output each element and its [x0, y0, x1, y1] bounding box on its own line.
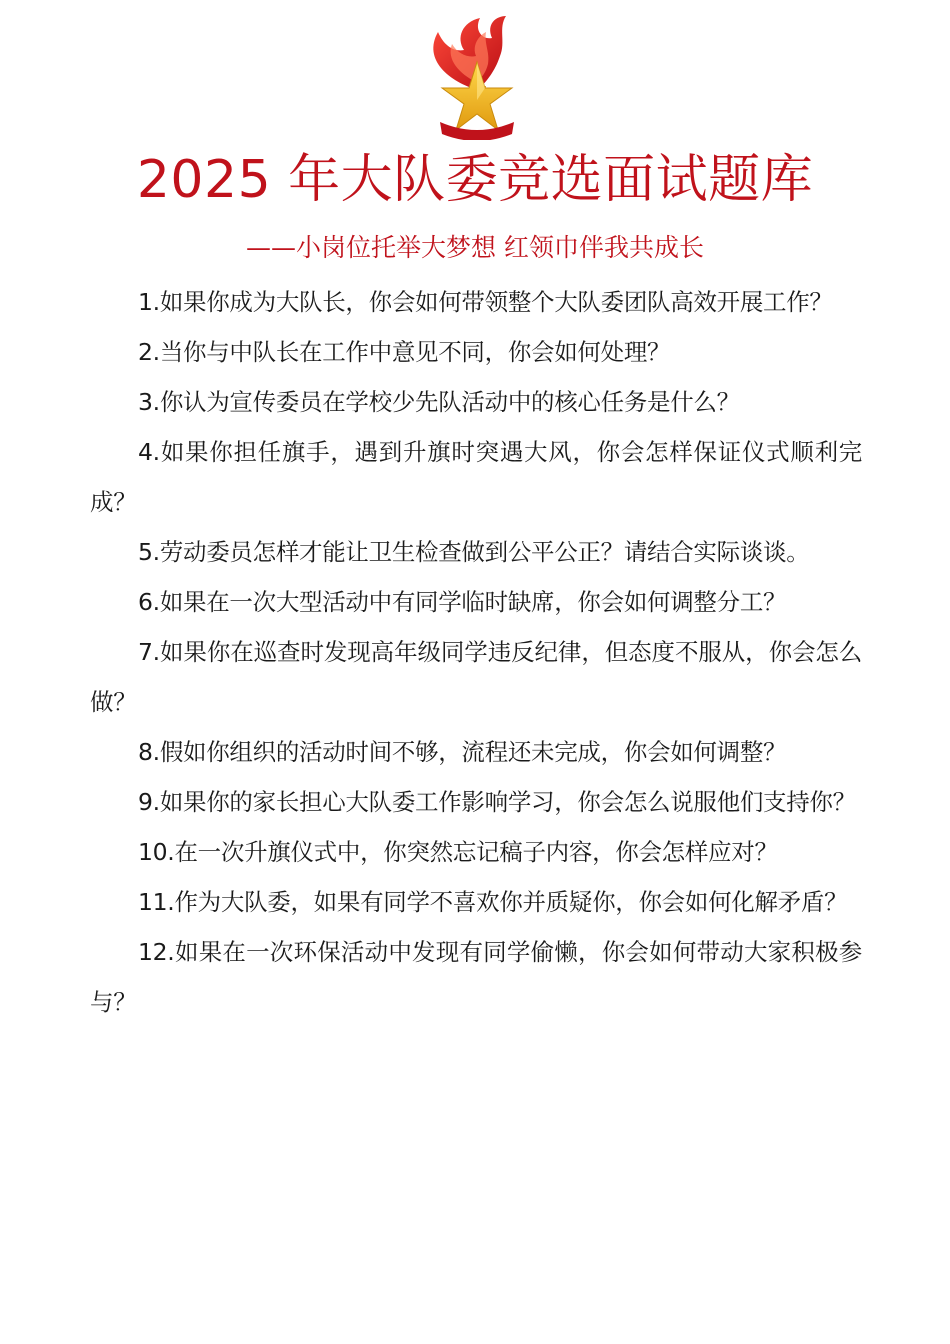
question-list	[90, 277, 862, 1027]
page-subtitle: ——小岗位托举大梦想 红领巾伴我共成长	[246, 233, 704, 262]
question-item: 10.在一次升旗仪式中，你突然忘记稿子内容，你会怎样应对？	[138, 838, 778, 866]
question-item: 3.你认为宣传委员在学校少先队活动中的核心任务是什么？	[138, 388, 740, 416]
question-item: 7.如果你在巡查时发现高年级同学违反纪律，但态度不服从，你会怎么做？	[90, 638, 862, 716]
question-item: 12.如果在一次环保活动中发现有同学偷懒，你会如何带动大家积极参与？	[90, 938, 862, 1016]
question-item: 6.如果在一次大型活动中有同学临时缺席，你会如何调整分工？	[138, 588, 787, 616]
question-item: 1.如果你成为大队长，你会如何带领整个大队委团队高效开展工作？	[138, 288, 833, 316]
question-item: 5.劳动委员怎样才能让卫生检查做到公平公正？请结合实际谈谈。	[138, 538, 810, 566]
question-item: 11.作为大队委，如果有同学不喜欢你并质疑你，你会如何化解矛盾？	[138, 888, 848, 916]
question-item: 4.如果你担任旗手，遇到升旗时突遇大风，你会怎样保证仪式顺利完成？	[90, 438, 862, 516]
question-item: 2.当你与中队长在工作中意见不同，你会如何处理？	[138, 338, 671, 366]
question-item: 8.假如你组织的活动时间不够，流程还未完成，你会如何调整？	[138, 738, 787, 766]
young-pioneers-logo	[420, 12, 535, 140]
page-title: 2025 年大队委竞选面试题库	[136, 150, 814, 210]
question-item: 9.如果你的家长担心大队委工作影响学习，你会怎么说服他们支持你？	[138, 788, 856, 816]
torch-star-badge-icon	[420, 12, 535, 140]
